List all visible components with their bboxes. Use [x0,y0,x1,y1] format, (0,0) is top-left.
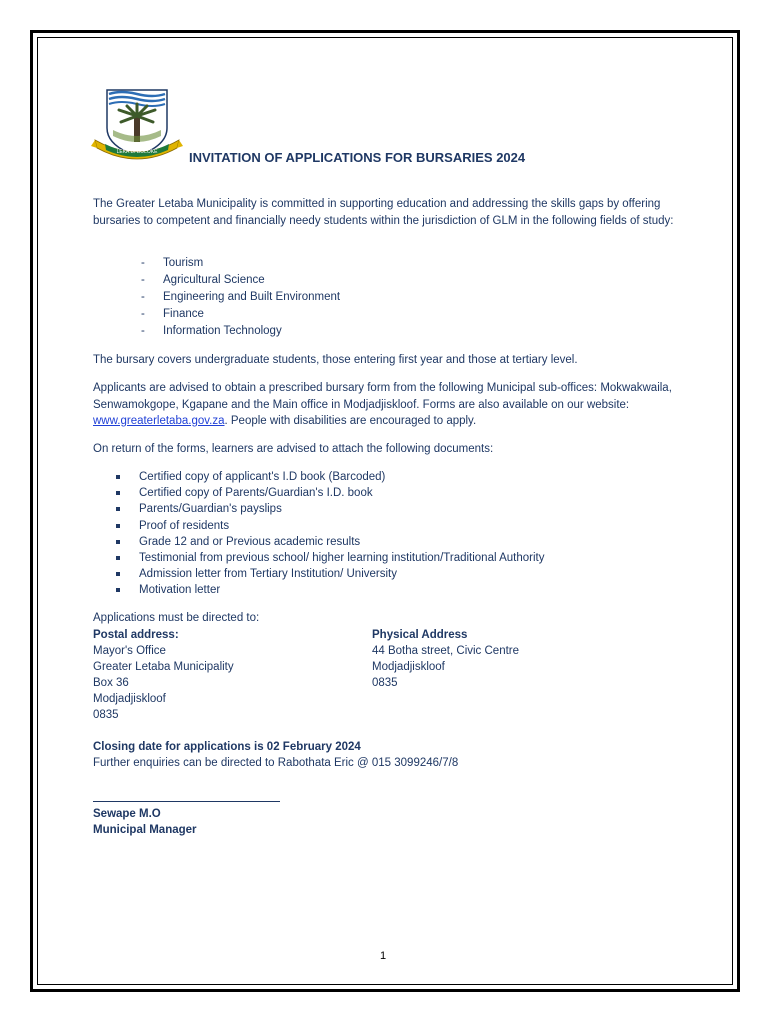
directed-to-text: Applications must be directed to: [93,612,260,624]
dash-marker: - [141,291,145,303]
closing-block [93,739,458,771]
crest-motto: LEKA DI BOLOKE [116,149,158,155]
enquiries-text: Further enquiries can be directed to Rabothata Eric @ 015 3099246/7/8 [93,757,459,769]
square-bullet-icon [116,588,120,592]
physical-address-line: 44 Botha street, Civic Centre [372,645,520,657]
required-document-label: Certified copy of Parents/Guardian's I.D. book [139,487,373,500]
required-document-label: Certified copy of applicant's I.D book (Barcoded) [139,471,386,483]
municipality-crest-logo [91,86,183,164]
signatory-block [93,806,197,838]
signature-line [93,801,280,802]
required-document-label: Grade 12 and or Previous academic results [139,535,361,548]
signatory-name: Sewape M.O [93,808,161,820]
field-of-study-label: Engineering and Built Environment [163,291,341,303]
website-link[interactable]: www.greaterletaba.gov.za [93,415,225,427]
square-bullet-icon [116,507,120,511]
postal-address-line: Greater Letaba Municipality [93,661,234,673]
square-bullet-icon [116,524,120,528]
postal-address-line: Mayor's Office [93,645,166,657]
document-title: INVITATION OF APPLICATIONS FOR BURSARIES 2024 [189,150,526,165]
obtain-form-paragraph [93,380,683,430]
required-document-label: Testimonial from previous school/ higher learning institution/Traditional Authority [139,551,545,564]
square-bullet-icon [116,540,120,544]
square-bullet-icon [116,572,120,576]
page-number: 1 [380,950,387,962]
postal-address-block [93,627,234,723]
square-bullet-icon [116,475,120,479]
square-bullet-icon [116,491,120,495]
physical-address-line: Modjadjiskloof [372,661,445,673]
obtain-form-text-after: . People with disabilities are encouraged to apply. [224,415,477,427]
square-bullet-icon [116,556,120,560]
physical-address-heading: Physical Address [372,629,468,641]
field-of-study-label: Information Technology [163,325,282,337]
postal-address-line: Box 36 [93,677,129,689]
dash-marker: - [141,308,145,320]
field-of-study-label: Tourism [163,257,204,269]
postal-address-line: 0835 [93,709,119,721]
coverage-paragraph: The bursary covers undergraduate students, those entering first year and those at tertiary level. [93,354,578,366]
field-of-study-label: Finance [163,308,204,320]
documents-intro-paragraph: On return of the forms, learners are advised to attach the following documents: [93,443,494,455]
field-of-study-label: Agricultural Science [163,274,265,286]
postal-address-line: Modjadjiskloof [93,693,166,705]
dash-marker: - [141,325,145,337]
required-document-label: Admission letter from Tertiary Institution/ University [139,568,397,581]
required-document-label: Motivation letter [139,584,221,597]
signatory-position: Municipal Manager [93,824,197,836]
obtain-form-text: Applicants are advised to obtain a prescribed bursary form from the following Municipal sub-offices: Mokwakwaila, Senwamokgope, Kgapane and the Main office in Modjadjiskloof. Forms are also available on our website: [93,382,672,411]
required-document-label: Proof of residents [139,519,230,532]
dash-marker: - [141,274,145,286]
required-document-label: Parents/Guardian's payslips [139,503,282,516]
physical-address-line: 0835 [372,677,398,689]
dash-marker: - [141,257,145,269]
intro-paragraph: The Greater Letaba Municipality is committed in supporting education and addressing the skills gaps by offering bursaries to competent and financially needy students within the jurisdiction of GLM in the following fields of study: [93,198,674,227]
postal-address-heading: Postal address: [93,629,179,641]
closing-date: Closing date for applications is 02 February 2024 [93,741,361,753]
physical-address-block [372,627,519,691]
